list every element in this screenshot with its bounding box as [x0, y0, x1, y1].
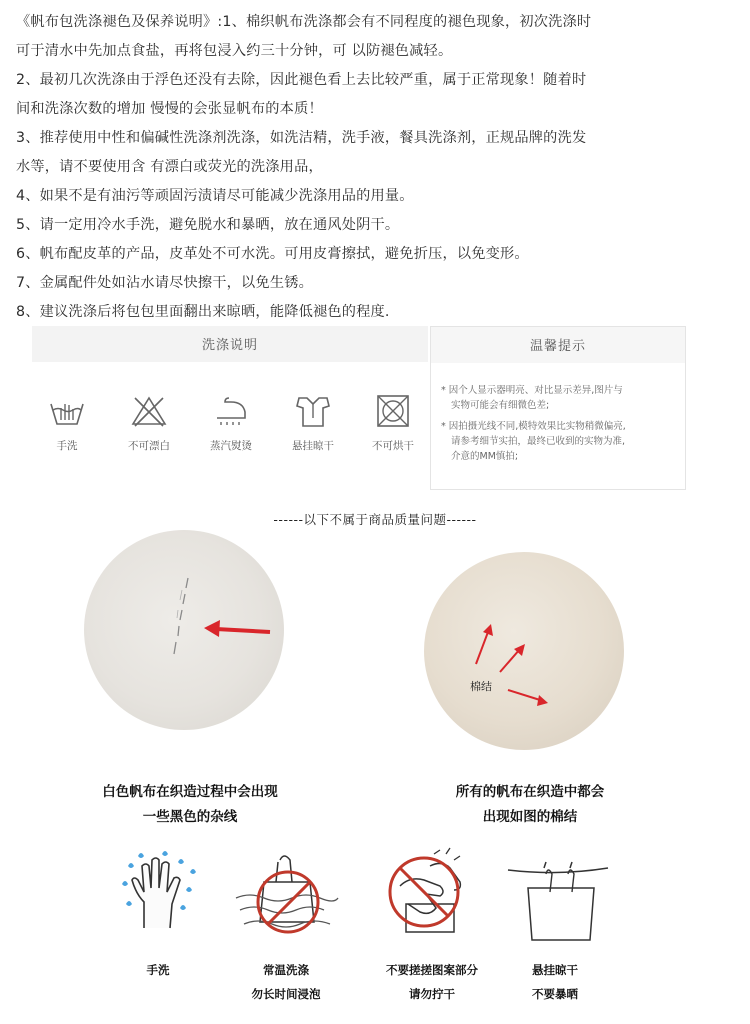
tips-title: 温馨提示 [430, 326, 686, 363]
care-panel [32, 326, 686, 490]
wash-section [32, 326, 428, 490]
bottom-label [226, 958, 346, 1006]
no-bleach-icon [129, 394, 169, 428]
caption-line: 所有的帆布在织造中都会 [455, 784, 605, 800]
hand-wash-icon [47, 394, 87, 428]
soak-bag-icon [230, 852, 342, 940]
instruction-line: 6、帆布配皮革的产品，皮革处不可水洗。可用皮膏擦拭，避免折压，以免变形。 [16, 246, 529, 262]
care-item [278, 394, 348, 453]
care-item [358, 394, 428, 453]
cotton-knot-image [424, 552, 624, 750]
label-line: 悬挂晾干 [532, 963, 578, 977]
instruction-line: 水等，请不要使用含 有漂白或荧光的洗涤用品， [16, 159, 323, 175]
bottom-label [500, 958, 610, 1006]
tip-line: 实物可能会有细微色差; [451, 400, 550, 411]
tip-line: * 因拍摄光线不同,模特效果比实物稍微偏亮, [441, 421, 626, 432]
no-scrub-icon [380, 846, 480, 946]
label-line: 不要暴晒 [532, 987, 578, 1001]
cotton-knot-photo [424, 552, 624, 750]
instruction-line: 8、建议洗涤后将包包里面翻出来晾晒，能降低褪色的程度. [16, 304, 390, 320]
tips-body [430, 363, 686, 490]
stray-thread-caption [60, 780, 320, 830]
cotton-knot-label: 棉结 [470, 680, 492, 693]
care-item [196, 394, 266, 453]
stray-thread-image [84, 530, 284, 730]
cotton-knot-caption [410, 780, 650, 830]
tip-line: * 因个人显示器明亮、对比显示差异,图片与 [441, 385, 623, 396]
tips-section [430, 326, 686, 490]
no-tumble-dry-icon [373, 394, 413, 428]
caption-line: 出现如图的棉结 [482, 809, 578, 825]
tip-line: 介意的MM慎拍; [451, 451, 519, 462]
care-label: 不可烘干 [372, 440, 414, 452]
hang-dry-icon [293, 394, 333, 428]
instruction-line: 2、最初几次洗涤由于浮色还没有去除，因此褪色看上去比较严重，属于正常现象！随着时 [16, 72, 587, 88]
instruction-line: 间和洗涤次数的增加 慢慢的会张显帆布的本质！ [16, 101, 323, 117]
care-item [32, 394, 102, 453]
label-line: 不要搓搓图案部分 [386, 963, 478, 977]
label-line: 请勿拧干 [409, 987, 455, 1001]
stray-thread-photo [84, 530, 284, 730]
label-line: 常温洗涤 [263, 963, 309, 977]
instruction-line: 3、推荐使用中性和偏碱性洗涤剂洗涤，如洗洁精，洗手液，餐具洗涤剂，正规品牌的洗发 [16, 130, 587, 146]
care-item [114, 394, 184, 453]
label-line: 手洗 [146, 963, 170, 977]
instruction-line: 可于清水中先加点食盐，再将包浸入约三十分钟，可 以防褪色减轻。 [16, 43, 453, 59]
caption-line: 一些黑色的杂线 [142, 809, 238, 825]
bottom-label [106, 958, 210, 982]
hang-bag-icon [506, 852, 610, 944]
care-instructions [16, 8, 736, 327]
instruction-line: 4、如果不是有油污等顽固污渍请尽可能减少洗涤用品的用量。 [16, 188, 414, 204]
label-line: 勿长时间浸泡 [251, 987, 321, 1001]
wash-title: 洗涤说明 [32, 326, 428, 362]
instruction-line: 7、金属配件处如沾水请尽快擦干，以免生锈。 [16, 275, 313, 291]
instruction-line: 《帆布包洗涤褪色及保养说明》:1、棉织帆布洗涤都会有不同程度的褪色现象，初次洗涤时 [16, 14, 592, 30]
care-label: 不可漂白 [128, 440, 170, 452]
bottom-label [362, 958, 502, 1006]
care-label: 悬挂晾干 [292, 440, 334, 452]
tip-line: 请参考细节实拍，最终已收到的实物为准, [451, 436, 626, 447]
hand-wash-splash-icon [118, 850, 200, 932]
instruction-line: 5、请一定用冷水手洗，避免脱水和暴晒，放在通风处阴干。 [16, 217, 400, 233]
care-label: 手洗 [56, 440, 78, 452]
quality-notice: ------以下不属于商品质量问题------ [273, 512, 477, 527]
caption-line: 白色帆布在织造过程中会出现 [102, 784, 278, 800]
steam-iron-icon [211, 394, 251, 428]
care-label: 蒸汽熨烫 [210, 440, 252, 452]
